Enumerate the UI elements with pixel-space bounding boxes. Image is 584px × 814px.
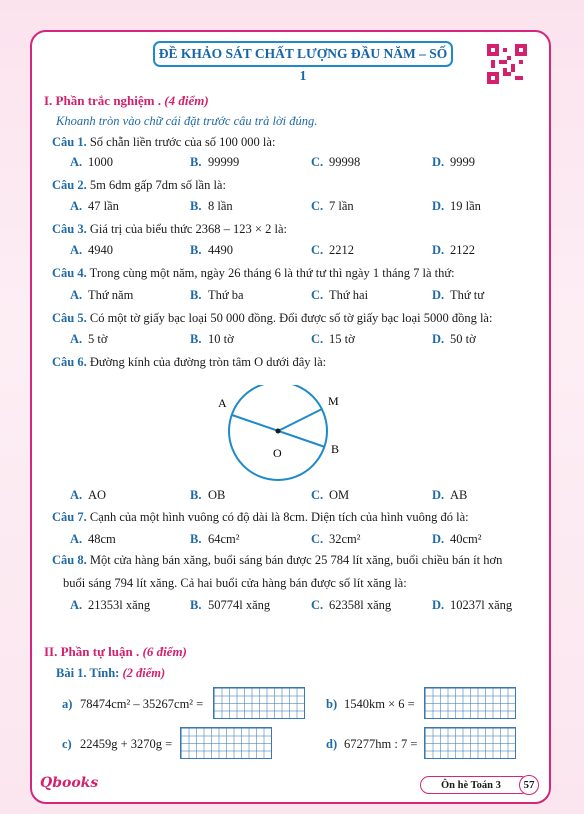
- q8-option-a[interactable]: A. 21353l xăng: [70, 598, 151, 612]
- question-4: Câu 4. Trong cùng một năm, ngày 26 tháng 6 là thứ tư thì ngày 1 tháng 7 là thứ:: [52, 266, 455, 280]
- q6-option-c[interactable]: C. OM: [311, 488, 350, 502]
- exercise-c: c) 22459g + 3270g =: [62, 737, 173, 751]
- q4-option-d[interactable]: D. Thứ tư: [432, 288, 485, 302]
- q4-option-c[interactable]: C. Thứ hai: [311, 288, 369, 302]
- instruction: Khoanh tròn vào chữ cái đặt trước câu trả lời đúng.: [56, 114, 318, 128]
- q2-option-b[interactable]: B. 8 lần: [190, 199, 233, 213]
- exercise-b: b) 1540km × 6 =: [326, 697, 415, 711]
- q8-option-b[interactable]: B. 50774l xăng: [190, 598, 271, 612]
- label-m: M: [328, 394, 339, 408]
- bai1-label: Bài 1. Tính: (2 điểm): [56, 666, 166, 680]
- q3-option-c[interactable]: C. 2212: [311, 243, 354, 257]
- question-5: Câu 5. Có một tờ giấy bạc loại 50 000 đồng. Đổi được số tờ giấy bạc loại 5000 đồng là:: [52, 311, 493, 325]
- qr-code: [487, 44, 527, 84]
- question-7: Câu 7. Cạnh của một hình vuông có độ dài là 8cm. Diện tích của hình vuông đó là:: [52, 510, 469, 524]
- q8-option-c[interactable]: C. 62358l xăng: [311, 598, 392, 612]
- page-number: 57: [519, 775, 539, 795]
- answer-grid-b[interactable]: [424, 687, 516, 719]
- q1-option-d[interactable]: D. 9999: [432, 155, 475, 169]
- label-a: A: [218, 396, 227, 410]
- q7-option-b[interactable]: B. 64cm²: [190, 532, 240, 546]
- q2-option-c[interactable]: C. 7 lần: [311, 199, 354, 213]
- answer-grid-c[interactable]: [180, 727, 272, 759]
- label-b: B: [331, 442, 340, 456]
- page-title: ĐỀ KHẢO SÁT CHẤT LƯỢNG ĐẦU NĂM – SỐ 1: [153, 41, 453, 67]
- brand-logo: Qbooks: [40, 775, 99, 791]
- q1-option-a[interactable]: A. 1000: [70, 155, 113, 169]
- q7-option-d[interactable]: D. 40cm²: [432, 532, 482, 546]
- q7-option-a[interactable]: A. 48cm: [70, 532, 116, 546]
- q1-option-c[interactable]: C. 99998: [311, 155, 361, 169]
- q8-option-d[interactable]: D. 10237l xăng: [432, 598, 513, 612]
- q5-option-d[interactable]: D. 50 tờ: [432, 332, 476, 346]
- exercise-a: a) 78474cm² – 35267cm² =: [62, 697, 204, 711]
- q3-option-b[interactable]: B. 4490: [190, 243, 233, 257]
- q5-option-c[interactable]: C. 15 tờ: [311, 332, 355, 346]
- q5-option-a[interactable]: A. 5 tờ: [70, 332, 108, 346]
- q3-option-a[interactable]: A. 4940: [70, 243, 113, 257]
- q3-option-d[interactable]: D. 2122: [432, 243, 475, 257]
- question-3: Câu 3. Giá trị của biểu thức 2368 – 123 × 2 là:: [52, 222, 287, 236]
- q1-option-b[interactable]: B. 99999: [190, 155, 240, 169]
- question-1: Câu 1. Số chẵn liền trước của số 100 000 là:: [52, 135, 276, 149]
- answer-grid-d[interactable]: [424, 727, 516, 759]
- exercise-d: d) 67277hm : 7 =: [326, 737, 418, 751]
- radius-om: [278, 409, 322, 431]
- q5-option-b[interactable]: B. 10 tờ: [190, 332, 234, 346]
- question-8-line2: buổi sáng 794 lít xăng. Cả hai buổi cửa hàng bán được số lít xăng là:: [63, 576, 407, 590]
- q6-option-b[interactable]: B. OB: [190, 488, 226, 502]
- question-2: Câu 2. 5m 6dm gấp 7dm số lần là:: [52, 178, 226, 192]
- q4-option-a[interactable]: A. Thứ năm: [70, 288, 134, 302]
- q7-option-c[interactable]: C. 32cm²: [311, 532, 361, 546]
- q6-option-d[interactable]: D. AB: [432, 488, 468, 502]
- q6-option-a[interactable]: A. AO: [70, 488, 107, 502]
- question-6: Câu 6. Đường kính của đường tròn tâm O dưới đây là:: [52, 355, 327, 369]
- q4-option-b[interactable]: B. Thứ ba: [190, 288, 244, 302]
- circle-diagram: [210, 385, 350, 485]
- section-heading-1: I. Phần trắc nghiệm . (4 điểm): [44, 93, 209, 108]
- question-8: Câu 8. Một cửa hàng bán xăng, buổi sáng bán được 25 784 lít xăng, buổi chiều bán ít hơn: [52, 553, 503, 567]
- footer-tag: Ôn hè Toán 3: [420, 776, 530, 794]
- q2-option-a[interactable]: A. 47 lần: [70, 199, 119, 213]
- answer-grid-a[interactable]: [213, 687, 305, 719]
- section-heading-2: II. Phần tự luận . (6 điểm): [44, 644, 187, 659]
- label-o: O: [273, 446, 282, 460]
- q2-option-d[interactable]: D. 19 lần: [432, 199, 481, 213]
- center-point: [276, 429, 281, 434]
